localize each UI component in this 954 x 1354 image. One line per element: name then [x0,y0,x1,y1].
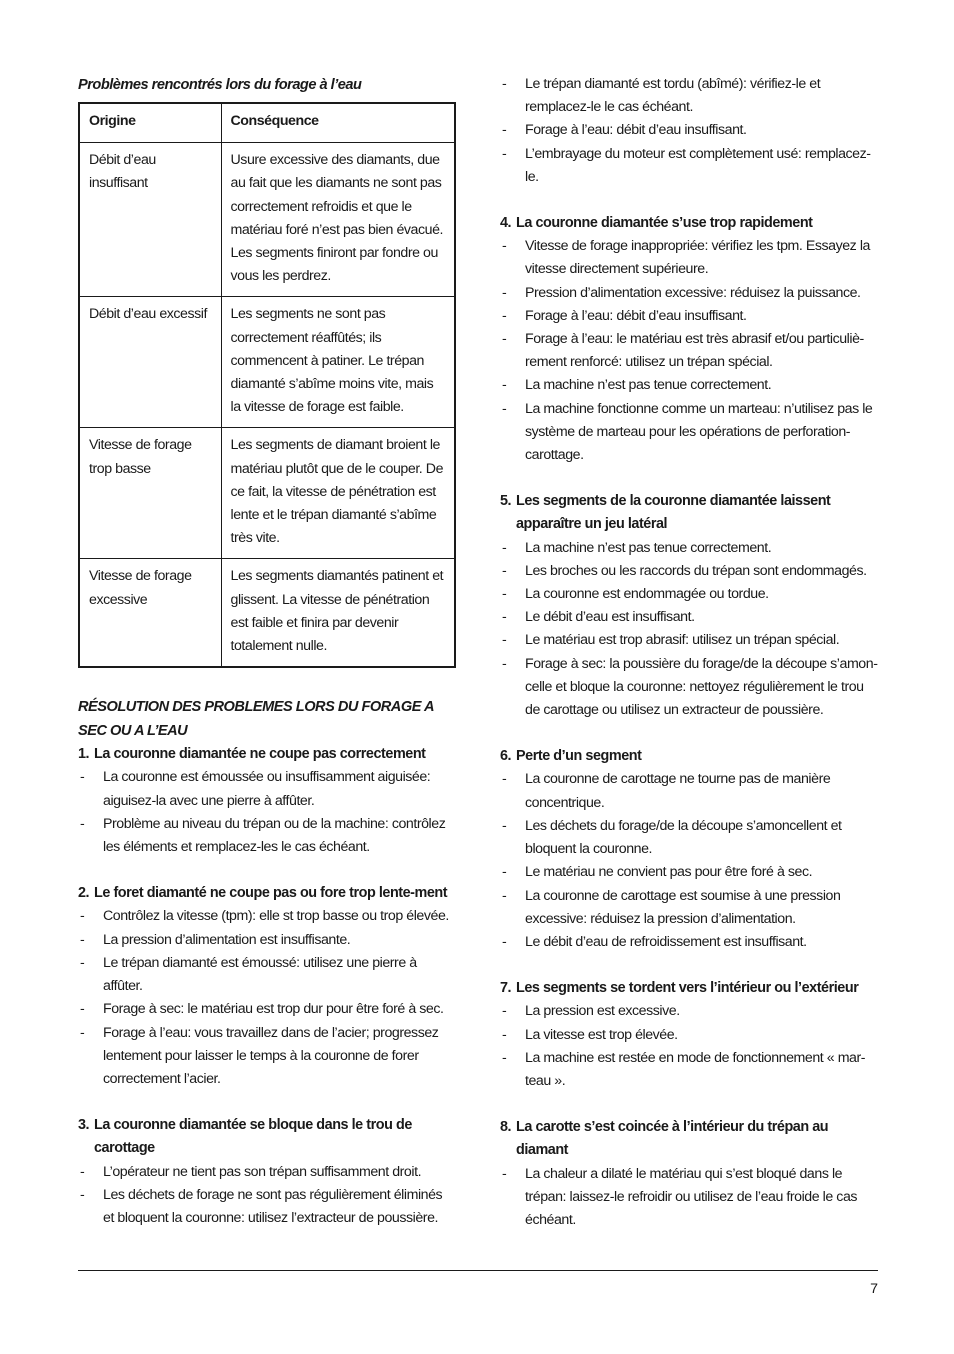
list-item: - La chaleur a dilaté le matériau qui s’est bloqué dans le trépan: laissez-le refroidir ou utilisez de l’eau froide le cas échéant. [502,1165,858,1228]
list-item: - Le matériau est trop abrasif: utilisez un trépan spécial. [502,632,840,649]
section-number: 1. [78,746,90,763]
list-item: - Forage à l’eau: le matériau est très abrasif et/ou particuliè-rement renforcé: utilisez un trépan spécial. [502,331,864,371]
list-item: - Forage à l’eau: vous travaillez dans de l’acier; progressez lentement pour laisser le temps à la couronne de forer correctement l’acier. [80,1024,439,1087]
list-item: - Forage à sec: le matériau est trop dur pour être foré à sec. [80,1001,444,1018]
list-item: - La couronne est endommagée ou tordue. [502,586,769,603]
list-item: - Les déchets de forage ne sont pas régulièrement éliminés et bloquent la couronne: utilisez l’extracteur de poussière. [80,1186,443,1226]
list-item: - Forage à l’eau: débit d’eau insuffisant. [502,307,747,324]
section-title: Les segments de la couronne diamantée laissent apparaître un jeu latéral [516,493,831,533]
section-3-list [78,1161,456,1231]
list-item: - La couronne est émoussée ou insuffisamment aiguisée: aiguisez-la avec une pierre à affûter. [80,769,431,809]
section-6-heading [500,745,878,768]
section-title: Le foret diamanté ne coupe pas ou fore trop lente-ment [94,885,448,902]
table-cell-consequence: Les segments de diamant broient le matériau plutôt que de le couper. De ce fait, la vitesse de pénétration est lente et le trépan diamanté s’abîme très vite. [221,428,455,559]
section-1-list [78,766,456,859]
problems-table [78,102,456,668]
footer-divider [78,1270,878,1271]
right-column [500,73,878,1232]
list-item: - Le trépan diamanté est tordu (abîmé): vérifiez-le et remplacez-le le cas échéant. [502,76,821,116]
table-cell-origine: Vitesse de forage trop basse [79,428,221,559]
list-item: - L’opérateur ne tient pas son trépan suffisamment droit. [80,1163,422,1180]
page-number: 7 [870,1281,878,1297]
list-item: - La couronne de carottage est soumise à une pression excessive: réduisez la pression d’alimentation. [502,887,841,927]
table-row [79,143,455,297]
section-8-heading [500,1116,878,1162]
list-item: - La vitesse est trop élevée. [502,1026,678,1043]
section-number: 5. [500,493,512,510]
list-item: - La machine n’est pas tenue correctement. [502,539,772,556]
list-item: - Pression d’alimentation excessive: réduisez la puissance. [502,284,861,301]
section-number: 8. [500,1119,512,1136]
table-cell-origine: Vitesse de forage excessive [79,559,221,667]
section-3-heading [78,1114,456,1160]
list-item: - La machine n’est pas tenue correctement. [502,377,772,394]
section-6-list [500,768,878,954]
table-header-origine: Origine [79,103,221,143]
section-number: 3. [78,1117,90,1134]
list-item: - Le débit d’eau est insuffisant. [502,609,695,626]
list-item: - La machine fonctionne comme un marteau: n’utilisez pas le système de marteau pour les opérations de perforation-carottage. [502,400,873,464]
section-5-heading [500,490,878,536]
list-item: - Problème au niveau du trépan ou de la machine: contrôlez les éléments et remplacez-les le cas échéant. [80,815,446,856]
table-row [79,428,455,559]
section-title: La carotte s’est coincée à l’intérieur du trépan au diamant [516,1119,829,1159]
table-cell-consequence: Les segments ne sont pas correctement réaffûtés; ils commencent à patiner. Le trépan diamanté s’abîme moins vite, mais la vitesse de forage est faible. [221,297,455,428]
section-number: 2. [78,885,90,902]
section-number: 4. [500,215,512,232]
section-3-list-continued [500,73,878,189]
section-title: La couronne diamantée se bloque dans le trou de carottage [94,1117,412,1157]
section-2-list [78,905,456,1091]
table-row [79,559,455,667]
section-7-heading [500,977,878,1000]
list-item: - La couronne de carottage ne tourne pas de manière concentrique. [502,771,831,811]
section-4-heading [500,212,878,235]
resolution-title: RÉSOLUTION DES PROBLEMES LORS DU FORAGE A SEC OU A L’EAU [78,699,434,740]
section-title: Les segments se tordent vers l’intérieur ou l’extérieur [516,980,859,997]
section-number: 6. [500,748,512,765]
section-4-list [500,235,878,467]
table-title: Problèmes rencontrés lors du forage à l’eau [78,77,362,93]
list-item: - La pression d’alimentation est insuffisante. [80,931,351,948]
left-column [78,73,456,1230]
list-item: - Le trépan diamanté est émoussé: utilisez une pierre à affûter. [80,954,417,995]
section-1-heading [78,743,456,766]
list-item: - Vitesse de forage inappropriée: vérifiez les tpm. Essayez la vitesse directement supérieure. [502,238,870,278]
section-5-list [500,537,878,723]
list-item: - Contrôlez la vitesse (tpm): elle st trop basse ou trop élevée. [80,908,449,925]
section-8-list [500,1163,878,1233]
table-row [79,297,455,428]
table-cell-origine: Débit d’eau insuffisant [79,143,221,297]
list-item: - Forage à sec: la poussière du forage/de la découpe s’amon-celle et bloque la couronne: nettoyez régulièrement le trou de carottage ou utilisez un extracteur de poussière. [502,655,878,719]
table-cell-consequence: Les segments diamantés patinent et glissent. La vitesse de pénétration est faible et finira par devenir totalement nulle. [221,559,455,667]
list-item: - Les broches ou les raccords du trépan sont endommagés. [502,562,867,579]
section-number: 7. [500,980,512,997]
list-item: - La machine est restée en mode de fonctionnement « mar-teau ». [502,1049,866,1089]
list-item: - Forage à l’eau: débit d’eau insuffisant. [502,122,747,139]
section-title: La couronne diamantée ne coupe pas correctement [94,746,426,763]
section-title: La couronne diamantée s’use trop rapidement [516,215,813,232]
section-7-list [500,1000,878,1093]
table-cell-consequence: Usure excessive des diamants, due au fait que les diamants ne sont pas correctement refroidis et que le matériau foré n’est pas bien évacué. Les segments finiront par fondre ou vous les perdrez. [221,143,455,297]
list-item: - Le matériau ne convient pas pour être foré à sec. [502,864,813,881]
section-2-heading [78,882,456,905]
table-header-row [79,103,455,143]
list-item: - Les déchets du forage/de la découpe s’amoncellent et bloquent la couronne. [502,817,842,858]
section-title: Perte d’un segment [516,748,642,765]
list-item: - Le débit d’eau de refroidissement est insuffisant. [502,933,807,950]
list-item: - La pression est excessive. [502,1003,680,1020]
table-cell-origine: Débit d’eau excessif [79,297,221,428]
table-header-consequence: Conséquence [221,103,455,143]
list-item: - L’embrayage du moteur est complètement usé: remplacez-le. [502,145,871,185]
